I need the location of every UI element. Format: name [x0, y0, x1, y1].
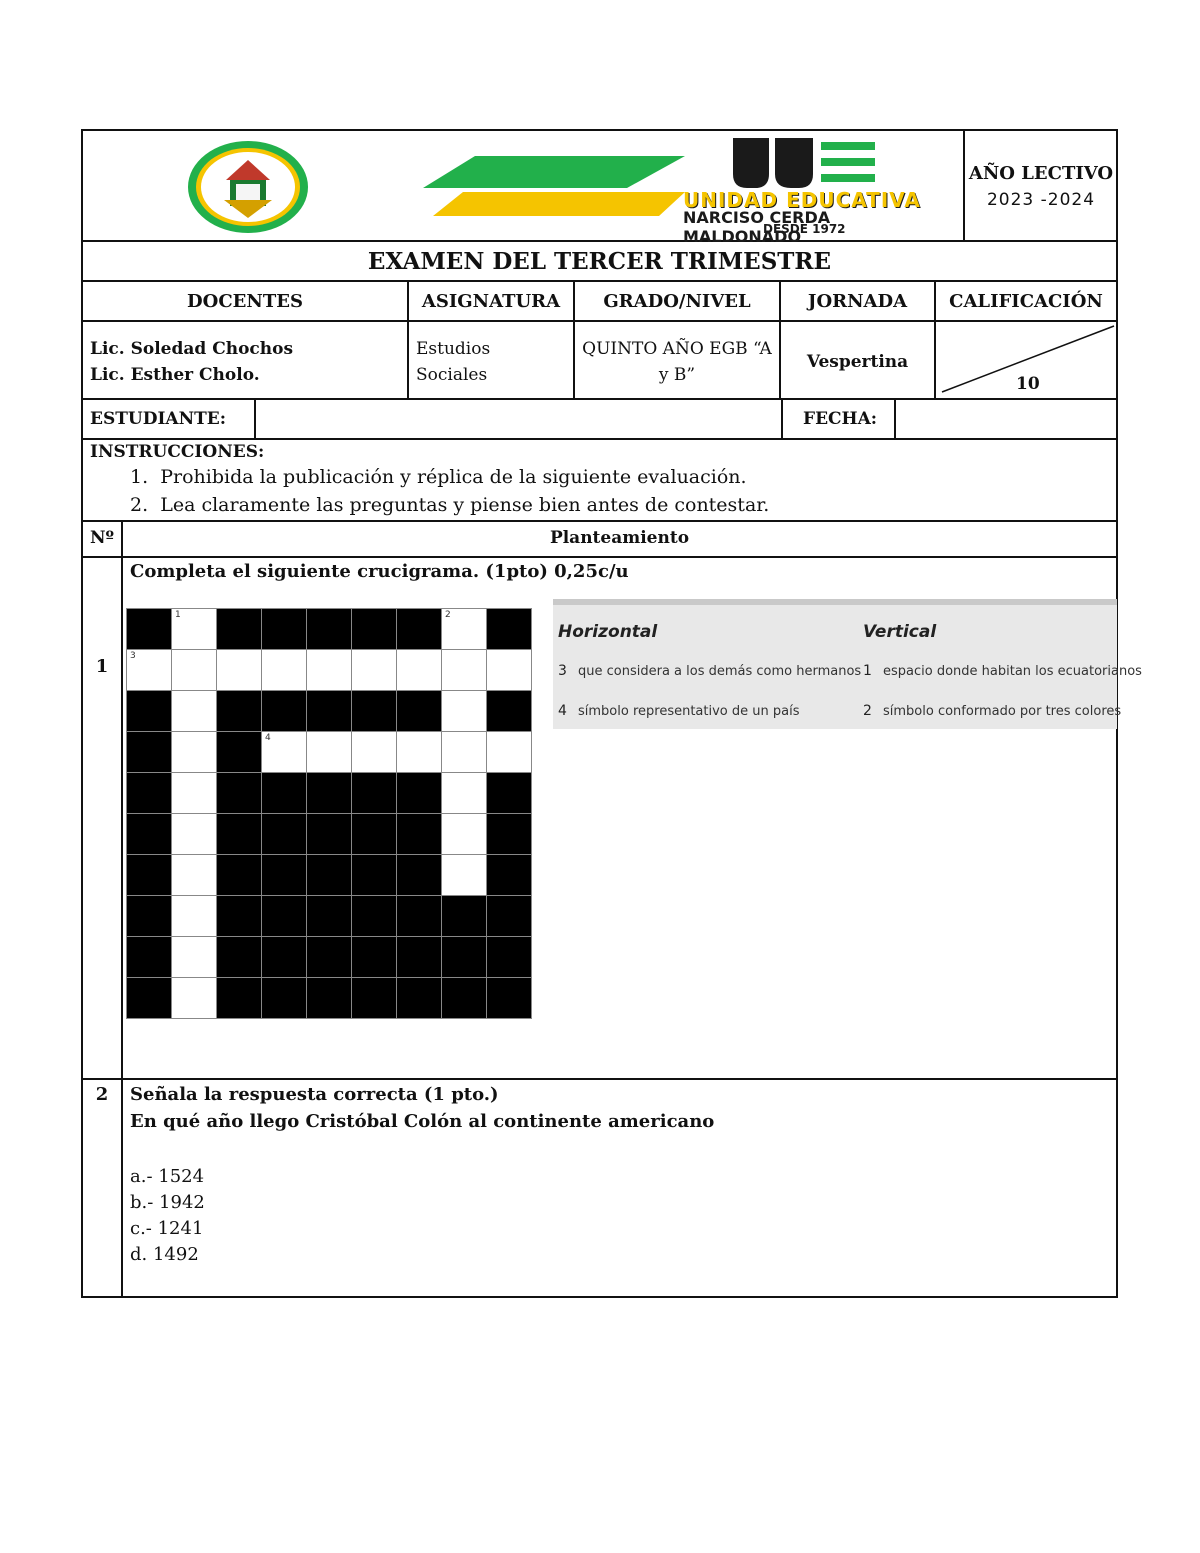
instruction-item: 1. Prohibida la publicación y réplica de la siguiente evaluación.: [130, 466, 747, 488]
question-1-number: 1: [95, 656, 109, 677]
crossword-cell: [487, 896, 532, 937]
crossword-cell[interactable]: [442, 609, 487, 650]
crossword-cell: [307, 691, 352, 732]
instruction-text: Prohibida la publicación y réplica de la siguiente evaluación.: [160, 466, 747, 488]
crossword-cell: [487, 814, 532, 855]
crossword-number: 1: [175, 610, 181, 620]
clue-number: 3: [558, 663, 567, 679]
crossword-cell: [127, 609, 172, 650]
crossword-cell: [307, 609, 352, 650]
crossword-cell[interactable]: [127, 650, 172, 691]
crossword-cell[interactable]: [352, 650, 397, 691]
crossword-cell[interactable]: [172, 773, 217, 814]
grado-line-1: QUINTO AÑO EGB “A: [582, 339, 772, 359]
crossword-cell[interactable]: [262, 732, 307, 773]
crossword-number: 4: [265, 733, 271, 743]
clue-text: símbolo representativo de un país: [578, 704, 800, 719]
crossword-cell: [397, 691, 442, 732]
year-value: 2023 -2024: [986, 190, 1096, 210]
crossword-cell: [217, 896, 262, 937]
crossword-cell: [262, 978, 307, 1019]
clues-horizontal-title: Horizontal: [558, 622, 658, 642]
header-grado: GRADO/NIVEL: [603, 290, 751, 312]
clue-text: símbolo conformado por tres colores: [883, 704, 1122, 719]
crossword-cell: [127, 978, 172, 1019]
crossword-cell: [397, 978, 442, 1019]
crossword-cell[interactable]: [487, 732, 532, 773]
ue-brand-logo: [683, 134, 943, 246]
asignatura-line-1: Estudios: [416, 339, 491, 359]
crossword-cell: [127, 732, 172, 773]
crossword-cell: [262, 896, 307, 937]
crossword-cell: [127, 855, 172, 896]
crossword-cell[interactable]: [262, 650, 307, 691]
crossword-grid: [126, 608, 532, 1019]
divider: [81, 520, 1118, 522]
crossword-cell: [307, 978, 352, 1019]
estudiante-field[interactable]: [257, 400, 780, 438]
crossword-cell[interactable]: [352, 732, 397, 773]
crossword-cell[interactable]: [172, 937, 217, 978]
crossword-cell: [217, 691, 262, 732]
question-2-title: Señala la respuesta correcta (1 pto.): [130, 1084, 499, 1105]
clue-horizontal-4: [558, 703, 799, 719]
brand-line-3: DESDE 1972: [763, 222, 846, 236]
crossword-cell[interactable]: [307, 732, 352, 773]
answer-option-b[interactable]: b.- 1942: [130, 1192, 205, 1213]
estudiante-label: ESTUDIANTE:: [90, 409, 227, 429]
year-label: AÑO LECTIVO: [968, 163, 1114, 184]
crossword-cell: [487, 937, 532, 978]
crossword-cell: [217, 855, 262, 896]
answer-option-d[interactable]: d. 1492: [130, 1244, 199, 1265]
answer-option-a[interactable]: a.- 1524: [130, 1166, 205, 1187]
crossword-cell[interactable]: [172, 855, 217, 896]
docente-2: Lic. Esther Cholo.: [90, 365, 260, 385]
divider: [81, 438, 1118, 440]
jornada-value: Vespertina: [806, 352, 909, 372]
crossword-cell[interactable]: [442, 650, 487, 691]
crossword-cell: [217, 732, 262, 773]
column-planteamiento-header: Planteamiento: [549, 528, 690, 548]
crossword-cell: [127, 896, 172, 937]
instructions-title: INSTRUCCIONES:: [90, 442, 265, 462]
crossword-cell: [262, 814, 307, 855]
divider: [81, 1078, 1118, 1080]
crossword-cell: [397, 609, 442, 650]
crossword-cell[interactable]: [172, 732, 217, 773]
crossword-cell[interactable]: [217, 650, 262, 691]
header-docentes: DOCENTES: [187, 290, 303, 312]
fecha-field[interactable]: [897, 400, 1116, 438]
crossword-cell: [217, 978, 262, 1019]
crossword-cell: [352, 937, 397, 978]
crossword-cell[interactable]: [487, 650, 532, 691]
crossword-cell[interactable]: [442, 855, 487, 896]
question-2-text: En qué año llego Cristóbal Colón al continente americano: [130, 1111, 715, 1132]
crossword-clues-panel: [553, 599, 1142, 729]
instruction-item: 2. Lea claramente las preguntas y piense bien antes de contestar.: [130, 494, 770, 516]
question-1-prompt: Completa el siguiente crucigrama. (1pto) 0,25c/u: [130, 561, 629, 582]
header-jornada: JORNADA: [807, 290, 908, 312]
crossword-cell: [352, 609, 397, 650]
divider: [963, 129, 965, 241]
fecha-label: FECHA:: [803, 409, 878, 429]
crossword-cell[interactable]: [172, 896, 217, 937]
crossword-cell[interactable]: [397, 732, 442, 773]
clues-vertical-title: Vertical: [863, 622, 937, 642]
crossword-cell: [487, 978, 532, 1019]
crossword-cell: [262, 937, 307, 978]
clue-horizontal-3: [558, 663, 861, 679]
column-number-header: Nº: [89, 528, 115, 548]
crossword-number: 3: [130, 651, 136, 661]
school-seal-logo: [186, 138, 310, 236]
crossword-cell[interactable]: [397, 650, 442, 691]
crossword-cell[interactable]: [307, 650, 352, 691]
crossword-cell[interactable]: [442, 814, 487, 855]
clue-vertical-1: [863, 663, 1142, 679]
crossword-cell: [127, 814, 172, 855]
crossword-cell: [307, 937, 352, 978]
crossword-cell: [397, 937, 442, 978]
crossword-cell: [307, 814, 352, 855]
crossword-cell: [487, 691, 532, 732]
crossword-cell: [397, 855, 442, 896]
grade-total: 10: [1016, 374, 1040, 394]
crossword-cell: [352, 896, 397, 937]
divider: [894, 398, 896, 439]
crossword-cell: [127, 691, 172, 732]
crossword-cell: [307, 855, 352, 896]
crossword-cell: [352, 773, 397, 814]
crossword-cell: [397, 896, 442, 937]
crossword-number: 2: [445, 610, 451, 620]
crossword-cell: [307, 773, 352, 814]
clue-number: 4: [558, 703, 567, 719]
instruction-text: Lea claramente las preguntas y piense bien antes de contestar.: [160, 494, 770, 516]
crossword-cell: [487, 609, 532, 650]
crossword-cell[interactable]: [442, 691, 487, 732]
crossword-cell: [262, 855, 307, 896]
green-yellow-stripes-logo: [415, 150, 685, 220]
crossword-cell: [217, 609, 262, 650]
brand-line-1: UNIDAD EDUCATIVA: [683, 188, 921, 212]
crossword-cell: [217, 937, 262, 978]
divider: [254, 398, 256, 439]
header-calificacion: CALIFICACIÓN: [949, 290, 1103, 312]
question-2-number: 2: [95, 1084, 109, 1105]
crossword-cell[interactable]: [442, 773, 487, 814]
crossword-cell: [307, 896, 352, 937]
crossword-cell: [442, 937, 487, 978]
clue-vertical-2: [863, 703, 1121, 719]
crossword-cell: [442, 978, 487, 1019]
divider: [81, 556, 1118, 558]
exam-title: EXAMEN DEL TERCER TRIMESTRE: [367, 248, 832, 275]
crossword-cell[interactable]: [172, 609, 217, 650]
divider: [781, 398, 783, 439]
crossword-cell[interactable]: [172, 691, 217, 732]
crossword-cell: [397, 814, 442, 855]
crossword-cell: [262, 609, 307, 650]
header-asignatura: ASIGNATURA: [421, 290, 561, 312]
answer-option-c[interactable]: c.- 1241: [130, 1218, 204, 1239]
crossword-cell[interactable]: [442, 732, 487, 773]
crossword-cell: [127, 773, 172, 814]
crossword-cell: [352, 814, 397, 855]
docente-1: Lic. Soledad Chochos: [90, 339, 294, 359]
crossword-cell: [397, 773, 442, 814]
asignatura-line-2: Sociales: [416, 365, 488, 385]
clue-text: espacio donde habitan los ecuatorianos: [883, 664, 1142, 679]
crossword-cell: [442, 896, 487, 937]
brand-line-2: NARCISO CERDA MALDONADO: [683, 208, 831, 246]
crossword-cell[interactable]: [172, 650, 217, 691]
crossword-cell[interactable]: [172, 814, 217, 855]
crossword-cell: [352, 855, 397, 896]
clue-number: 1: [863, 663, 872, 679]
crossword-cell: [262, 773, 307, 814]
grado-line-2: y B”: [658, 365, 696, 385]
crossword-cell: [262, 691, 307, 732]
crossword-cell: [217, 814, 262, 855]
clue-text: que considera a los demás como hermanos: [578, 664, 862, 679]
crossword-cell: [352, 978, 397, 1019]
divider: [121, 520, 123, 1298]
crossword-cell: [487, 855, 532, 896]
crossword-cell: [352, 691, 397, 732]
clue-number: 2: [863, 703, 872, 719]
crossword-cell[interactable]: [172, 978, 217, 1019]
crossword-cell: [487, 773, 532, 814]
crossword-cell: [127, 937, 172, 978]
crossword-cell: [217, 773, 262, 814]
grade-box: [936, 322, 1116, 398]
